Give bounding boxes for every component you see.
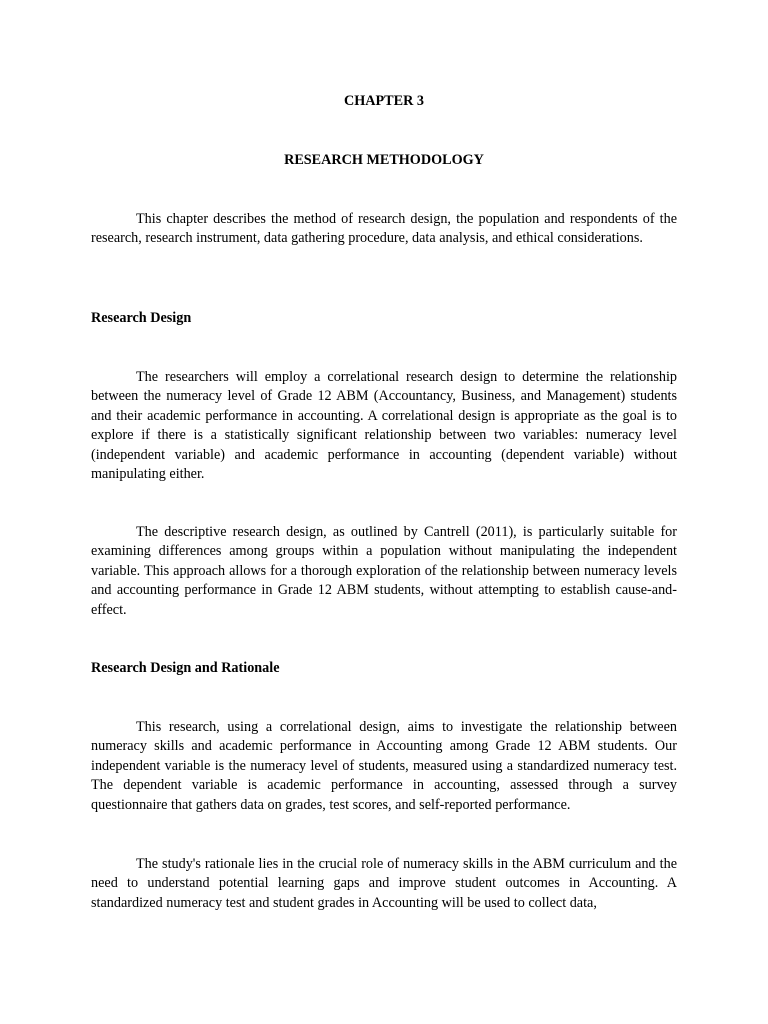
section-heading-research-design: Research Design xyxy=(91,310,192,326)
chapter-title: RESEARCH METHODOLOGY xyxy=(284,152,484,168)
research-design-paragraph-1: The researchers will employ a correlational research design to determine the relationship between the numeracy level of Grade 12 ABM (Accountancy, Business, and Management) students and their academic performance in accounting. A correlational design is appropriate as the goal is to explore if there is a statistically significant relationship between two variables: numeracy level (independent variable) and academic performance in accounting (dependent variable) without manipulating either. xyxy=(91,369,677,483)
section-heading-design-rationale: Research Design and Rationale xyxy=(91,660,280,676)
rationale-paragraph-1: This research, using a correlational design, aims to investigate the relationship between numeracy skills and academic performance in Accounting among Grade 12 ABM students. Our independent variable is the numeracy level of students, measured using a standardized numeracy test. The dependent variable is academic performance in accounting, assessed through a survey questionnaire that gathers data on grades, test scores, and self-reported performance. xyxy=(91,719,677,813)
research-design-paragraph-2: The descriptive research design, as outlined by Cantrell (2011), is particularly suitable for examining differences among groups within a population without manipulating the independent variable. This approach allows for a thorough exploration of the relationship between numeracy levels and accounting performance in Grade 12 ABM students, without attempting to establish cause-and-effect. xyxy=(91,524,677,618)
intro-paragraph: This chapter describes the method of research design, the population and respondents of the research, research instrument, data gathering procedure, data analysis, and ethical considerations. xyxy=(91,211,677,247)
rationale-paragraph-2: The study's rationale lies in the crucial role of numeracy skills in the ABM curriculum and the need to understand potential learning gaps and improve student outcomes in Accounting. A standardized numeracy test and student grades in Accounting will be used to collect data, xyxy=(91,856,677,911)
chapter-number: CHAPTER 3 xyxy=(343,93,424,109)
